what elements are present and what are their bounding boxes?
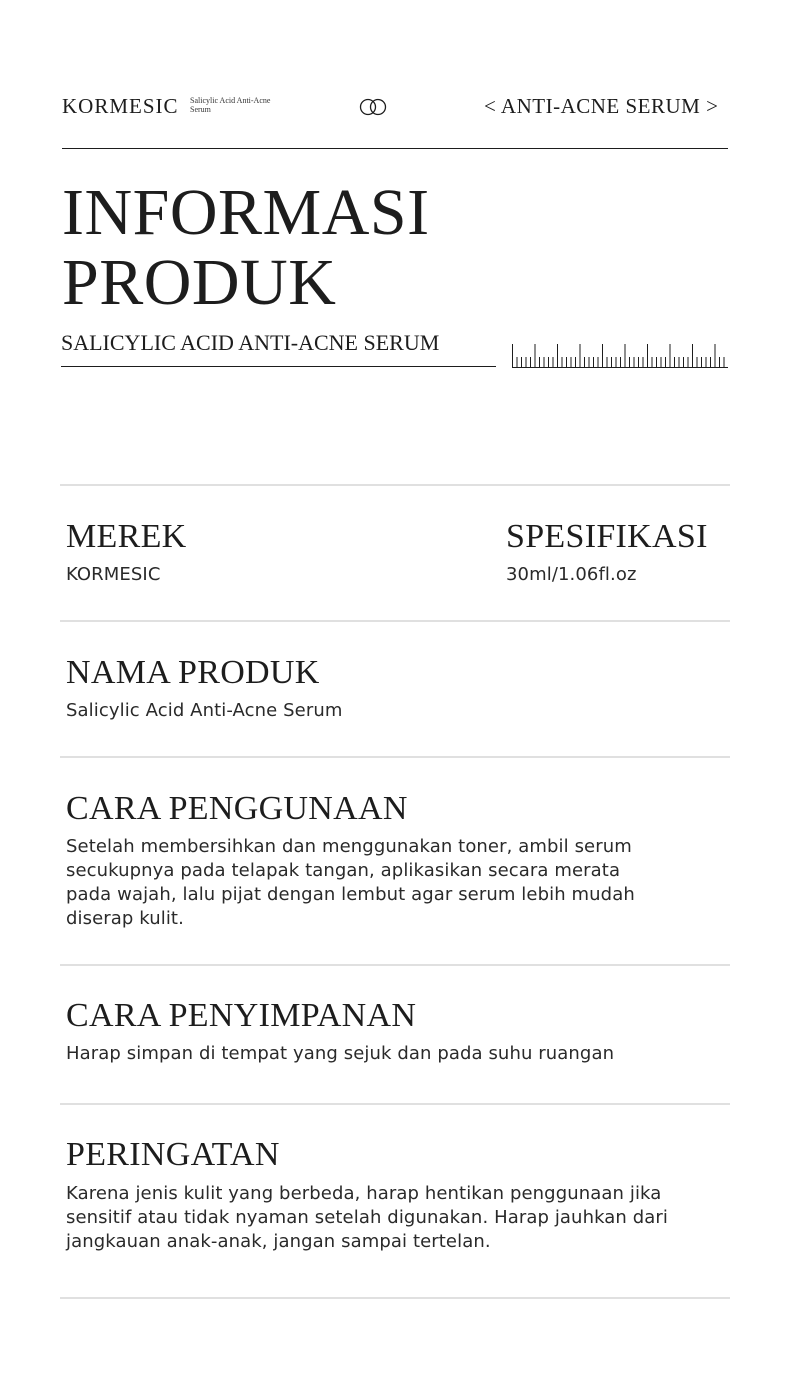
- subtitle-underline: [61, 366, 496, 367]
- text-line: sensitif atau tidak nyaman setelah digunakan. Harap jauhkan dari: [66, 1207, 668, 1228]
- page-subtitle: SALICYLIC ACID ANTI-ACNE SERUM: [61, 330, 440, 355]
- cara-penyimpanan-heading: CARA PENYIMPANAN: [66, 997, 417, 1034]
- brand-name: KORMESIC: [62, 94, 179, 118]
- merek-heading: MEREK: [66, 518, 187, 555]
- page-title: [62, 178, 430, 318]
- breadcrumb[interactable]: < ANTI-ACNE SERUM >: [484, 94, 719, 118]
- cara-penggunaan-heading: CARA PENGGUNAAN: [66, 790, 408, 827]
- merek-value: KORMESIC: [66, 564, 161, 585]
- cara-penyimpanan-text: Harap simpan di tempat yang sejuk dan pada suhu ruangan: [66, 1043, 615, 1064]
- spesifikasi-heading: SPESIFIKASI: [506, 518, 708, 555]
- section-divider: [60, 620, 730, 622]
- header-divider: [62, 148, 728, 149]
- section-divider: [60, 1297, 730, 1299]
- section-divider: [60, 964, 730, 966]
- interlocking-rings-icon: [358, 98, 388, 116]
- spesifikasi-value: 30ml/1.06fl.oz: [506, 564, 637, 585]
- section-divider: [60, 756, 730, 758]
- text-line: secukupnya pada telapak tangan, aplikasikan secara merata: [66, 860, 621, 881]
- nama-produk-heading: NAMA PRODUK: [66, 654, 320, 691]
- cara-penggunaan-text: [66, 835, 635, 931]
- nama-produk-value: Salicylic Acid Anti-Acne Serum: [66, 700, 343, 721]
- page-title-line-1: INFORMASI: [62, 176, 430, 249]
- text-line: Karena jenis kulit yang berbeda, harap hentikan penggunaan jika: [66, 1183, 662, 1204]
- section-divider: [60, 1103, 730, 1105]
- page-title-line-2: PRODUK: [62, 246, 337, 319]
- peringatan-text: [66, 1182, 668, 1254]
- text-line: Setelah membersihkan dan menggunakan toner, ambil serum: [66, 836, 632, 857]
- brand-subtitle: Salicylic Acid Anti-Acne Serum: [190, 96, 271, 114]
- ruler-scale-icon: [512, 342, 728, 368]
- section-divider: [60, 484, 730, 486]
- text-line: jangkauan anak-anak, jangan sampai tertelan.: [66, 1231, 491, 1252]
- text-line: pada wajah, lalu pijat dengan lembut agar serum lebih mudah: [66, 884, 635, 905]
- peringatan-heading: PERINGATAN: [66, 1136, 280, 1173]
- text-line: diserap kulit.: [66, 908, 184, 929]
